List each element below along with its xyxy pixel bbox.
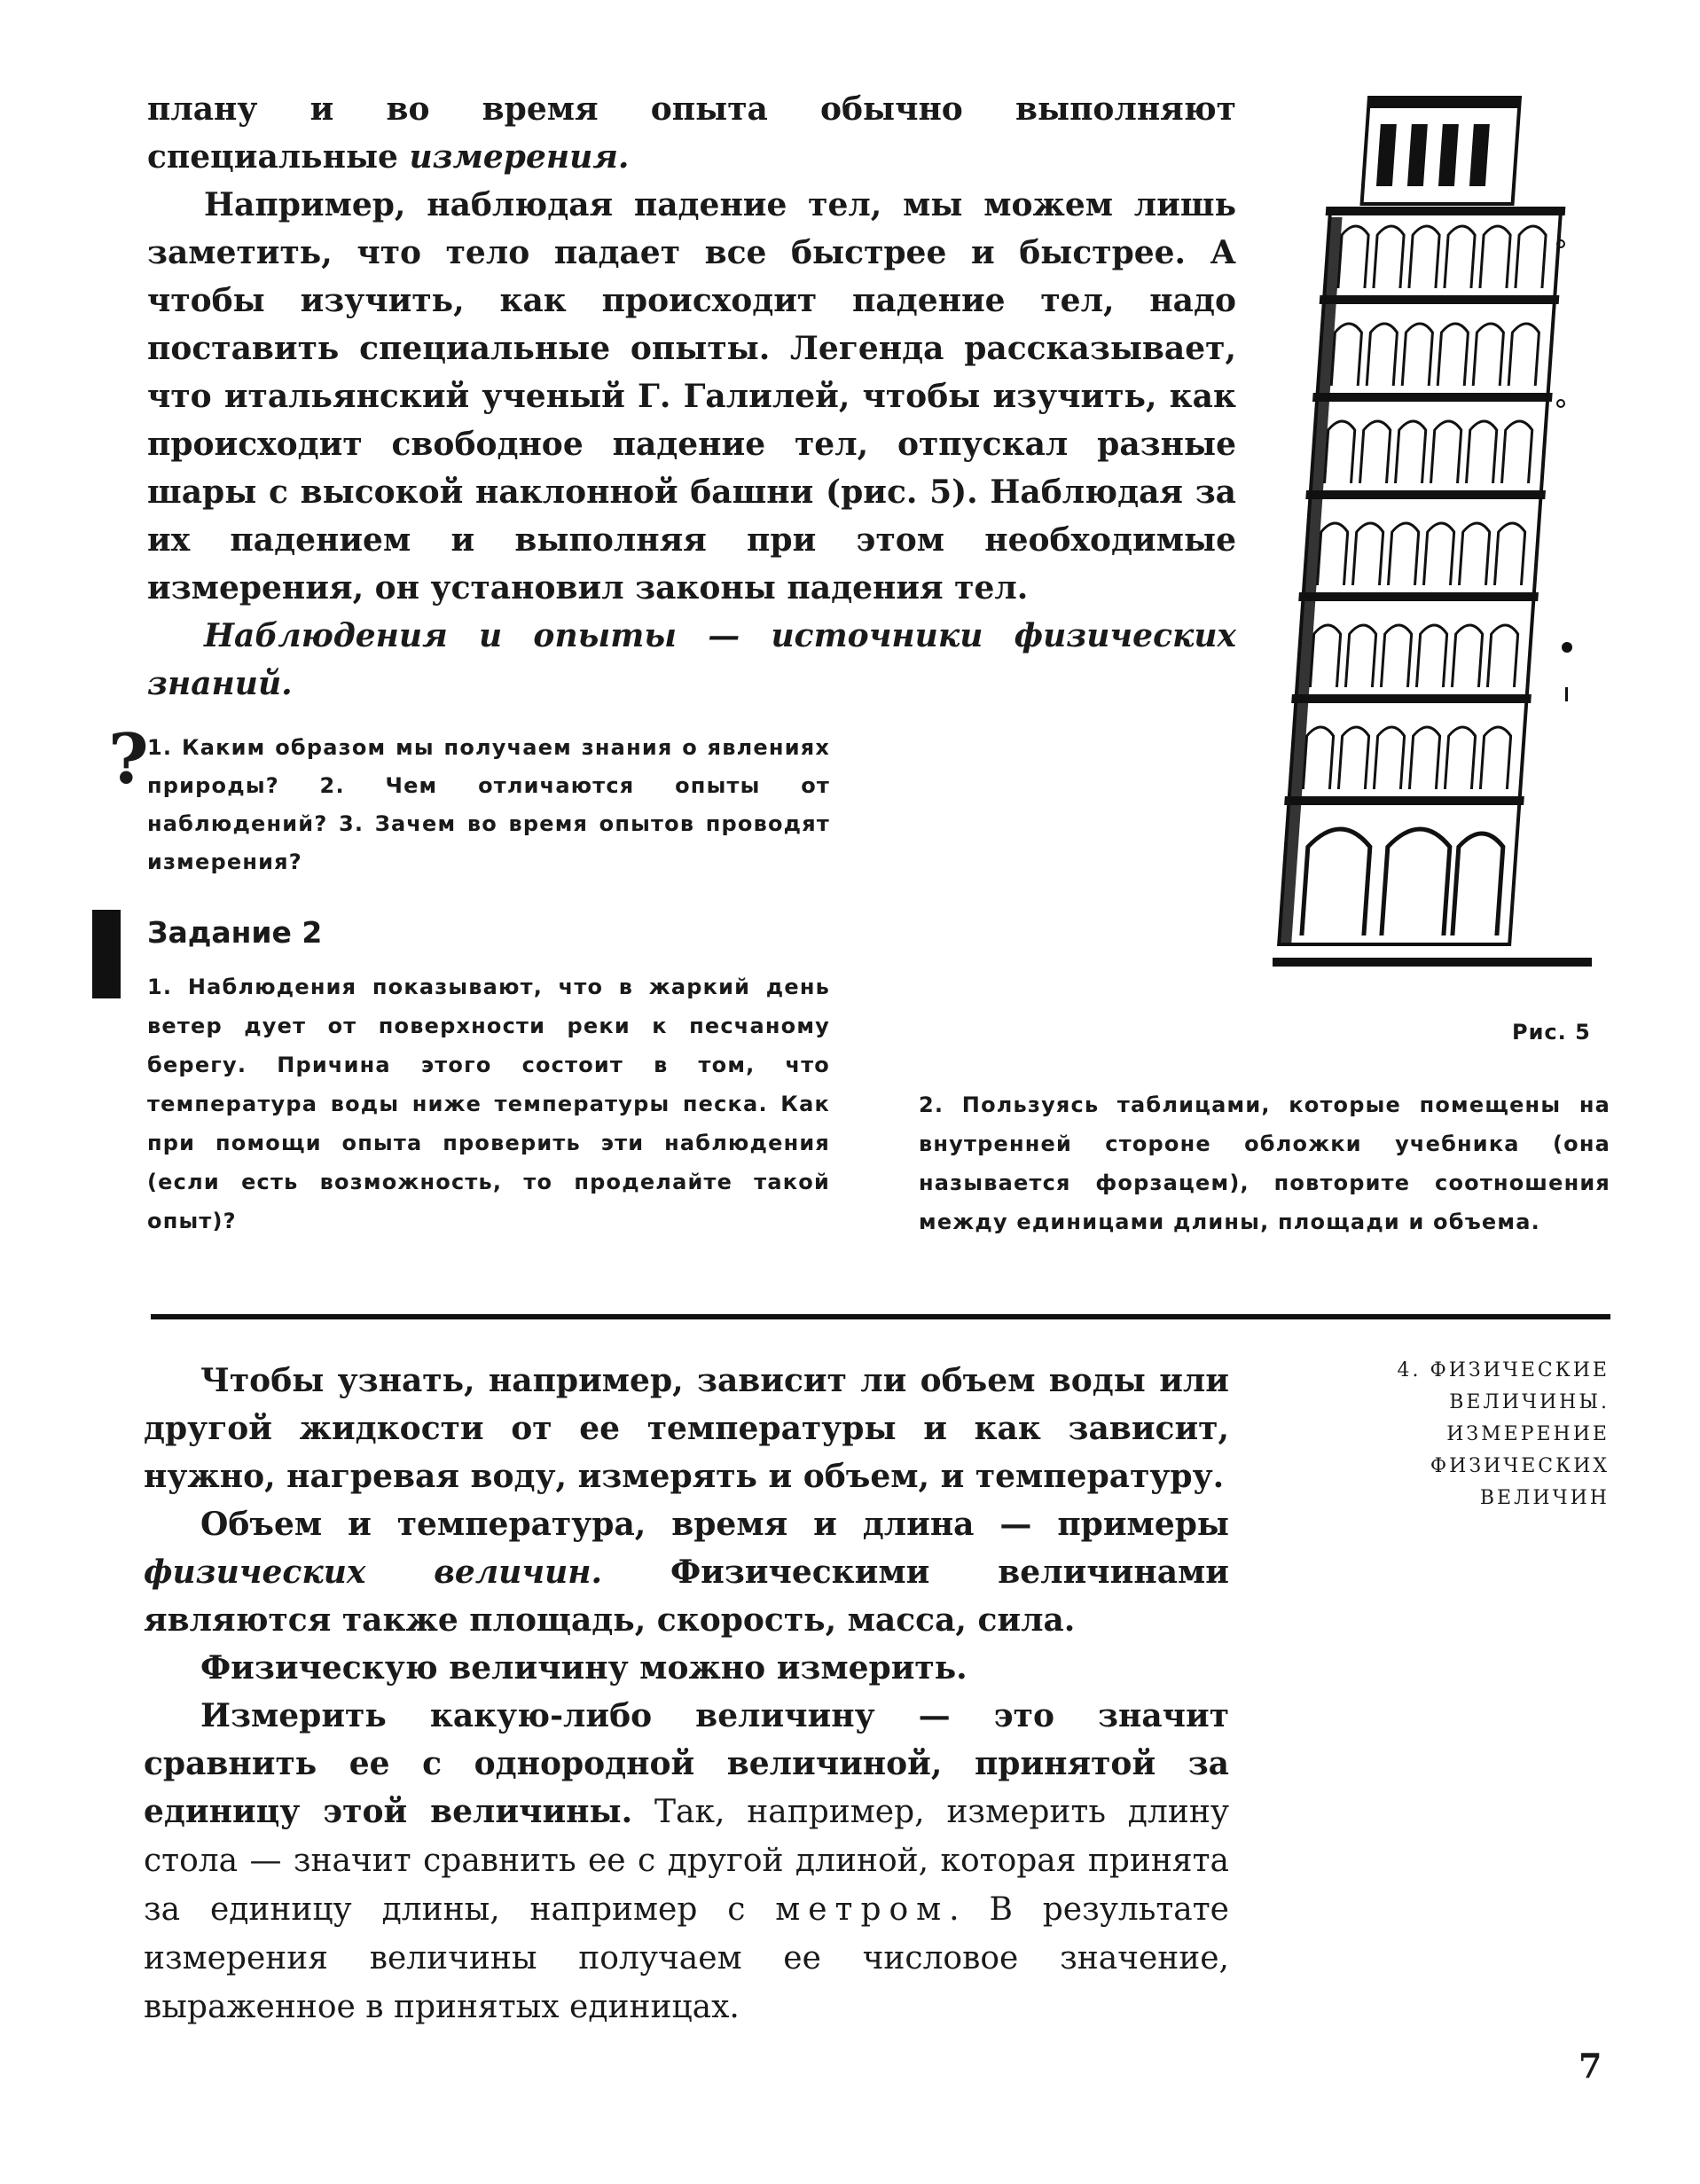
task-title: Задание 2: [147, 915, 323, 950]
body-p2-text-end: Физическими величинами являются также площадь, скорость, масса, сила.: [144, 1554, 1229, 1639]
leaning-tower-illustration: [1237, 84, 1610, 998]
intro-p1-text: плану и во время опыта обычно выполняют специальные: [147, 90, 1236, 176]
intro-text: [147, 85, 1236, 708]
section-heading-line: 4. ФИЗИЧЕСКИЕ: [1397, 1359, 1610, 1382]
intro-paragraph-3: Наблюдения и опыты — источники физических знаний.: [147, 617, 1236, 702]
section-heading-line: ВЕЛИЧИН: [1479, 1487, 1610, 1509]
intro-paragraph-2: Например, наблюдая падение тел, мы можем лишь заметить, что тело падает все быстрее и быстрее. А чтобы изучить, как происходит падение тел, надо поставить специальные опыты. Легенда рассказывает, что итальянский ученый Г. Галилей, чтобы изучить, как происходит свободное падение тел, отпускал разные шары с высокой наклонной башни (рис. 5). Наблюдая за их падением и выполняя при этом необходимые измерения, он установил законы падения тел.: [147, 186, 1236, 607]
body-paragraph-2: [144, 1500, 1229, 1644]
body-p4-text: Так, например, измерить длину стола — значит сравнить ее с другой длиной, которая принята за единицу длины, например с: [144, 1794, 1229, 1928]
body-p4-definition: Измерить какую-либо величину — это значит сравнить ее с однородной величиной, принятой за единицу этой величины.: [144, 1697, 1229, 1830]
body-p4-text-end: . В результате измерения величины получаем ее числовое значение, выраженное в принятых единицах.: [144, 1891, 1229, 2025]
question-mark-icon: ?: [108, 719, 149, 800]
body-paragraph-3: Физическую величину можно измерить.: [200, 1649, 968, 1687]
body-p2-emphasis: физических величин.: [144, 1554, 603, 1591]
section-heading-line: ИЗМЕРЕНИЕ: [1446, 1423, 1610, 1445]
section-heading-line: ВЕЛИЧИНЫ.: [1449, 1391, 1610, 1413]
section-divider: [151, 1314, 1610, 1319]
body-paragraph-1: Чтобы узнать, например, зависит ли объем воды или другой жидкости от ее температуры и как зависит, нужно, нагревая воду, измерять и объем, и температуру.: [144, 1362, 1229, 1495]
intro-p1-emphasis: измерения.: [409, 138, 630, 176]
body-paragraph-4: [144, 1692, 1229, 2031]
figure-caption: Рис. 5: [1512, 1020, 1591, 1045]
body-p4-spaced-word: метром: [775, 1891, 950, 1928]
task-marker: [92, 910, 121, 998]
section-body: [144, 1357, 1229, 2031]
section-heading-line: ФИЗИЧЕСКИХ: [1430, 1455, 1610, 1477]
task-item-2: 2. Пользуясь таблицами, которые помещены на внутренней стороне обложки учебника (она называется форзацем), повторите соотношения между единицами длины, площади и объема.: [919, 1092, 1610, 1234]
section-heading: [1277, 1355, 1610, 1515]
intro-paragraph-1: [147, 85, 1236, 181]
task-item-1: 1. Наблюдения показывают, что в жаркий день ветер дует от поверхности реки к песчаному берегу. Причина этого состоит в том, что температура воды ниже температуры песка. Как при помощи опыта проверить эти наблюдения (если есть возможность, то проделайте такой опыт)?: [147, 975, 830, 1233]
page-number: 7: [1579, 2046, 1602, 2086]
review-questions: 1. Каким образом мы получаем знания о явлениях природы? 2. Чем отличаются опыты от наблюдений? 3. Зачем во время опытов проводят измерения?: [147, 735, 830, 874]
body-p2-text: Объем и температура, время и длина — примеры: [200, 1506, 1229, 1543]
